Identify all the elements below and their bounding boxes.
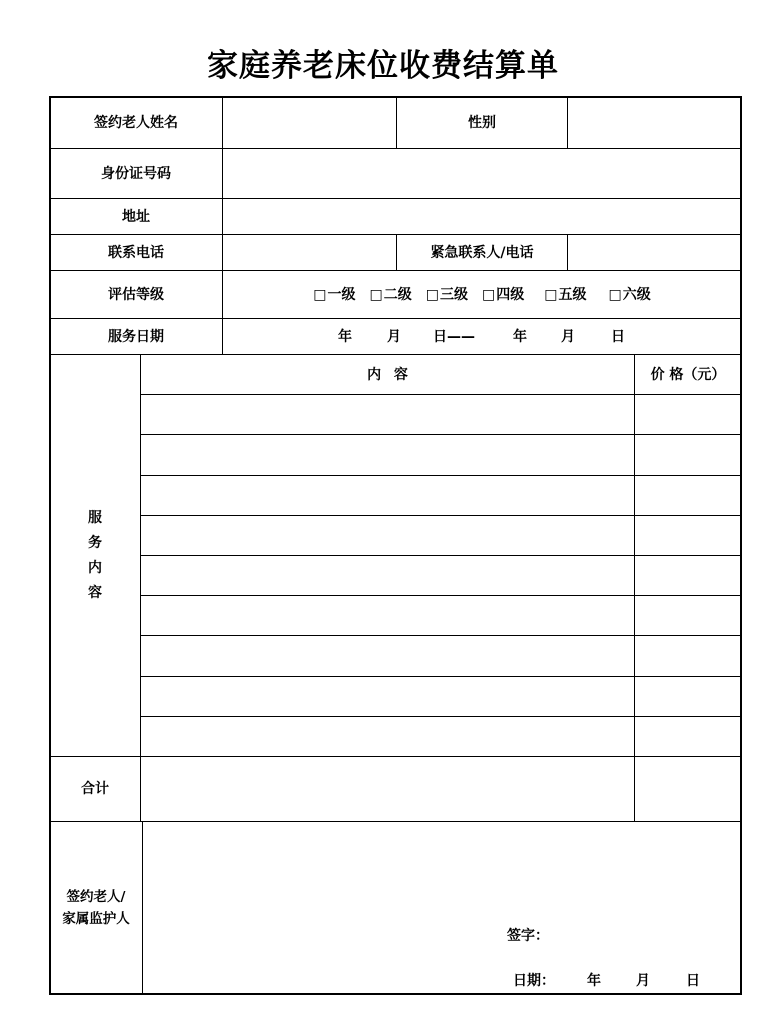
label-signer-family [50, 822, 142, 994]
date-year-end: 年 [513, 328, 527, 345]
vertical-char: 服 [88, 509, 102, 526]
level-option-2[interactable] [370, 283, 412, 307]
field-gender[interactable] [568, 97, 741, 148]
col-divider [142, 821, 143, 994]
service-row-divider [140, 635, 741, 636]
label-contact-phone: 联系电话 [108, 244, 164, 261]
service-row-divider [140, 595, 741, 596]
vertical-char: 务 [88, 534, 102, 551]
level-label: 六级 [622, 286, 651, 303]
checkbox-icon[interactable]: □ [482, 286, 496, 303]
date-month-end: 月 [561, 328, 575, 345]
date-month-start: 月 [387, 328, 401, 345]
header-price: 价 格（元） [650, 366, 726, 383]
service-row-divider [140, 394, 741, 395]
level-option-3[interactable] [426, 283, 468, 307]
service-row-divider [140, 434, 741, 435]
level-label: 三级 [440, 286, 468, 303]
field-contact-phone[interactable] [223, 235, 396, 270]
label-gender: 性别 [468, 114, 496, 131]
form-title: 家庭养老床位收费结算单 [207, 48, 559, 84]
label-assessment-level: 评估等级 [108, 286, 164, 303]
signature-date-label: 日期： [513, 973, 555, 989]
level-label: 一级 [327, 286, 356, 303]
checkbox-icon[interactable]: □ [608, 286, 622, 303]
field-service-date[interactable] [223, 319, 741, 354]
label-service-content [50, 355, 140, 756]
service-row-divider [140, 716, 741, 717]
level-label: 四级 [496, 286, 525, 303]
date-day-end: 日 [611, 328, 625, 345]
vertical-char: 容 [88, 584, 102, 601]
row-divider [50, 821, 741, 822]
signature-date-year: 年 [587, 973, 601, 989]
label-service-date: 服务日期 [108, 328, 164, 345]
level-option-6[interactable] [608, 283, 650, 307]
checkbox-icon[interactable]: □ [313, 286, 327, 303]
service-row-divider [140, 475, 741, 476]
checkbox-icon[interactable]: □ [369, 286, 383, 303]
service-row-divider [140, 676, 741, 677]
signer-family-line: 签约老人/ [66, 889, 126, 905]
signer-family-line: 家属监护人 [62, 911, 130, 927]
header-content: 内 容 [367, 366, 408, 383]
field-emergency-contact[interactable] [568, 235, 741, 270]
level-option-4[interactable] [482, 283, 524, 307]
signature-date-day: 日 [686, 973, 700, 989]
signature-date-month: 月 [636, 973, 650, 989]
field-signer-name[interactable] [223, 97, 396, 148]
signature-label: 签字： [507, 928, 549, 944]
vertical-char: 内 [88, 559, 102, 576]
label-total: 合计 [81, 781, 109, 797]
field-total-content[interactable] [141, 757, 634, 821]
label-signer-name: 签约老人姓名 [94, 114, 178, 131]
date-day-start: 日—— [433, 328, 475, 345]
field-id-number[interactable] [223, 149, 741, 198]
label-emergency-contact: 紧急联系人/电话 [430, 244, 534, 261]
label-address: 地址 [122, 208, 150, 225]
checkbox-icon[interactable]: □ [544, 286, 558, 303]
field-total-price[interactable] [635, 757, 741, 821]
col-divider [140, 354, 141, 821]
col-divider [634, 354, 635, 821]
checkbox-icon[interactable]: □ [425, 286, 439, 303]
assessment-level-options [223, 271, 741, 318]
field-address[interactable] [223, 199, 741, 234]
level-label: 二级 [383, 286, 412, 303]
level-option-5[interactable] [544, 283, 586, 307]
level-label: 五级 [558, 286, 587, 303]
date-year-start: 年 [338, 328, 352, 345]
service-row-divider [140, 515, 741, 516]
level-option-1[interactable] [313, 283, 355, 307]
service-row-divider [140, 555, 741, 556]
label-id-number: 身份证号码 [101, 165, 171, 182]
